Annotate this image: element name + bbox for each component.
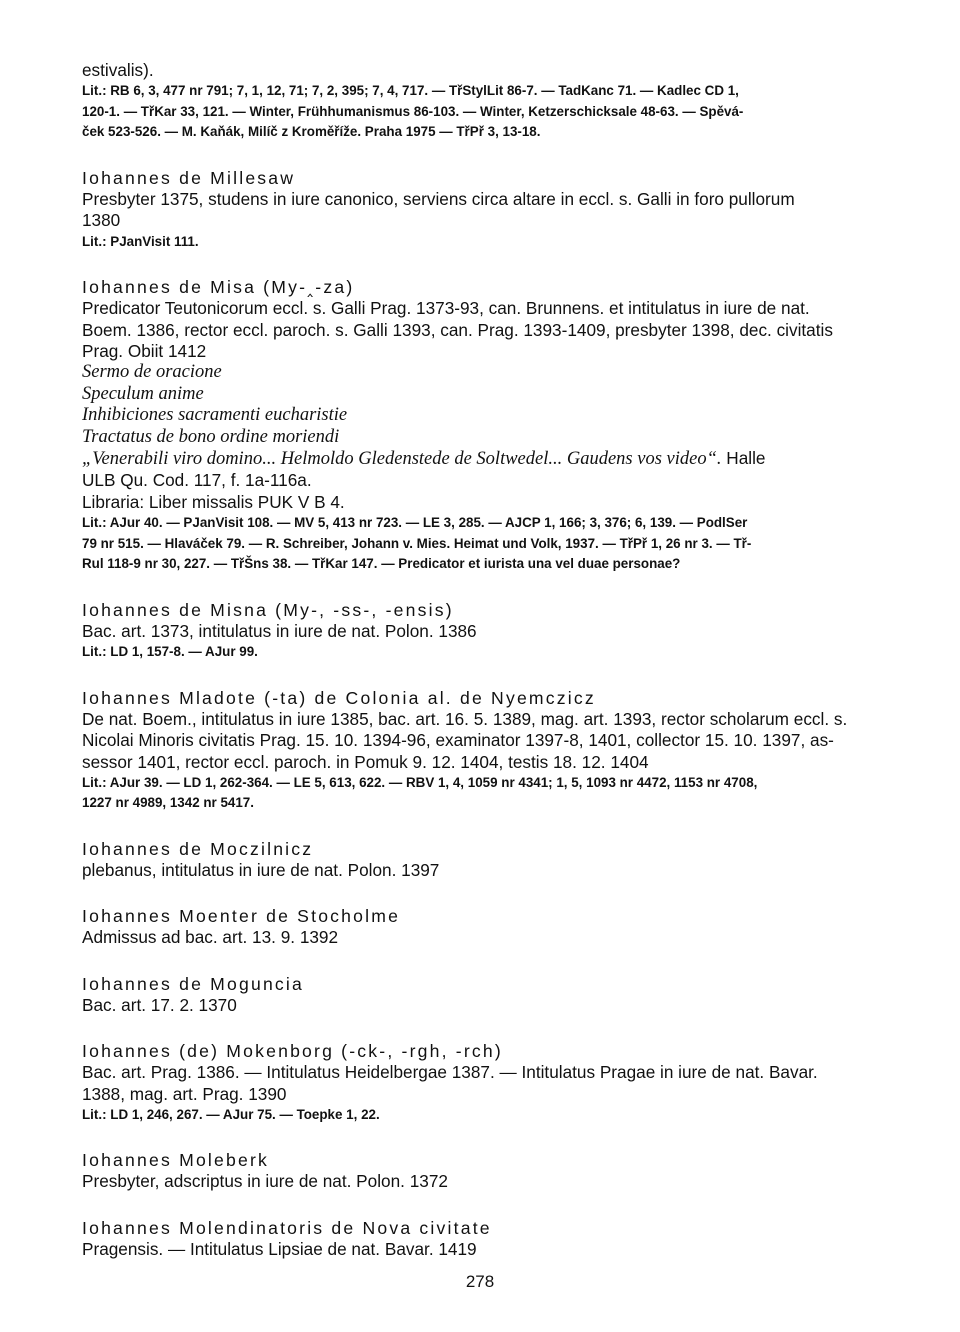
- literature-line: ček 523-526. — M. Kaňák, Milíč z Kroměříže. Praha 1975 — TřPř 3, 13-18.: [82, 124, 541, 140]
- entry-line: Presbyter, adscriptus in iure de nat. Polon. 1372: [82, 1171, 448, 1192]
- entry-continuation: [82, 60, 892, 143]
- entry-line: 1380: [82, 210, 121, 231]
- entry-line: sessor 1401, rector eccl. paroch. in Pomuk 9. 12. 1404, testis 18. 12. 1404: [82, 751, 649, 772]
- work-title: Speculum anime: [82, 383, 204, 404]
- incipit-line: [82, 448, 892, 470]
- entry-line: Predicator Teutonicorum eccl. s. Galli Prag. 1373-93, can. Brunnens. et intitulatus in iure de nat.: [82, 298, 810, 319]
- entry-misna: [82, 599, 892, 663]
- entry-heading: Iohannes de Misna (My-, -ss-, -ensis): [82, 599, 454, 620]
- entry-line: 1388, mag. art. Prag. 1390: [82, 1083, 287, 1104]
- entry-line: De nat. Boem., intitulatus in iure 1385, bac. art. 16. 5. 1389, mag. art. 1393, rector scholarum eccl. s.: [82, 708, 848, 729]
- entry-line: ULB Qu. Cod. 117, f. 1a-116a.: [82, 470, 312, 491]
- entry-heading: Iohannes de Moguncia: [82, 973, 305, 994]
- literature-line: Lit.: AJur 39. — LD 1, 262-364. — LE 5, 613, 622. — RBV 1, 4, 1059 nr 4341; 1, 5, 1093 nr 4472, 1153 nr 4708,: [82, 774, 758, 790]
- entry-moczilnicz: [82, 838, 892, 881]
- literature-line: 1227 nr 4989, 1342 nr 5417.: [82, 795, 254, 811]
- entry-mokenborg: [82, 1040, 892, 1125]
- entry-line: Bac. art. Prag. 1386. — Intitulatus Heidelbergae 1387. — Intitulatus Pragae in iure de nat. Bavar.: [82, 1062, 818, 1083]
- entry-line: estivalis).: [82, 60, 154, 80]
- entry-heading: Iohannes de Misa (My-‸-za): [82, 277, 355, 298]
- entry-line: plebanus, intitulatus in iure de nat. Polon. 1397: [82, 859, 440, 880]
- entry-mladote: [82, 687, 892, 814]
- work-title: Sermo de oracione: [82, 362, 222, 383]
- entry-line: Bac. art. 17. 2. 1370: [82, 994, 237, 1015]
- entry-line: Admissus ad bac. art. 13. 9. 1392: [82, 927, 339, 948]
- entry-line: Bac. art. 1373, intitulatus in iure de nat. Polon. 1386: [82, 620, 477, 641]
- literature-line: Rul 118-9 nr 30, 227. — TřŠns 38. — TřKar 147. — Predicator et iurista una vel duae personae?: [82, 556, 681, 572]
- work-title: Tractatus de bono ordine moriendi: [82, 426, 340, 447]
- entry-heading: Iohannes Moenter de Stocholme: [82, 906, 401, 927]
- entry-line: Prag. Obiit 1412: [82, 341, 207, 362]
- entry-heading: Iohannes de Moczilnicz: [82, 838, 314, 859]
- page-content: [82, 60, 892, 1284]
- entry-line: Pragensis. — Intitulatus Lipsiae de nat. Bavar. 1419: [82, 1238, 477, 1259]
- entry-line: Nicolai Minoris civitatis Prag. 15. 10. 1394-96, examinator 1397-8, 1401, collector 15. 10. 1397, as-: [82, 730, 834, 751]
- entry-millesaw: [82, 167, 892, 252]
- entry-line: Boem. 1386, rector eccl. paroch. s. Galli 1393, can. Prag. 1393-1409, presbyter 1398, dec. civitatis: [82, 319, 833, 340]
- literature-line: Lit.: LD 1, 246, 267. — AJur 75. — Toepke 1, 22.: [82, 1106, 380, 1122]
- entry-moleberk: [82, 1149, 892, 1192]
- literature-line: Lit.: PJanVisit 111.: [82, 233, 199, 249]
- incipit-italic: „Venerabili viro domino... Helmoldo Gledenstede de Soltwedel... Gaudens vos video“.: [82, 449, 722, 470]
- entry-heading: Iohannes Molendinatoris de Nova civitate: [82, 1217, 492, 1238]
- literature-line: 79 nr 515. — Hlaváček 79. — R. Schreiber, Johann v. Mies. Heimat und Volk, 1937. — TřPř 1, 26 nr 3. — Tř-: [82, 535, 752, 551]
- literature-line: Lit.: AJur 40. — PJanVisit 108. — MV 5, 413 nr 723. — LE 3, 285. — AJCP 1, 166; 3, 376; 6, 139. — PodlSer: [82, 515, 748, 531]
- entry-moguncia: [82, 973, 892, 1016]
- entry-molendinatoris: [82, 1217, 892, 1260]
- entry-moenter: [82, 905, 892, 948]
- work-title: Inhibiciones sacramenti eucharistie: [82, 405, 348, 426]
- entry-misa: [82, 276, 892, 575]
- entry-heading: Iohannes Mladote (-ta) de Colonia al. de Nyemczicz: [82, 687, 596, 708]
- literature-line: 120-1. — TřKar 33, 121. — Winter, Frühhumanismus 86-103. — Winter, Ketzerschicksale 48-63. — Spěvá-: [82, 103, 744, 119]
- entry-heading: Iohannes Moleberk: [82, 1150, 270, 1171]
- entry-heading: Iohannes (de) Mokenborg (-ck-, -rgh, -rch): [82, 1041, 503, 1062]
- incipit-location: Halle: [721, 448, 766, 469]
- entry-heading: Iohannes de Millesaw: [82, 167, 296, 188]
- literature-line: Lit.: RB 6, 3, 477 nr 791; 7, 1, 12, 71; 7, 2, 395; 7, 4, 717. — TřStylLit 86-7. — TadKanc 71. — Kadlec CD 1,: [82, 83, 739, 99]
- entry-line: Presbyter 1375, studens in iure canonico, serviens circa altare in eccl. s. Galli in foro pullorum: [82, 188, 795, 209]
- page-number: 278: [465, 1272, 495, 1291]
- literature-line: Lit.: LD 1, 157-8. — AJur 99.: [82, 644, 258, 660]
- entry-line: Libraria: Liber missalis PUK V B 4.: [82, 491, 345, 512]
